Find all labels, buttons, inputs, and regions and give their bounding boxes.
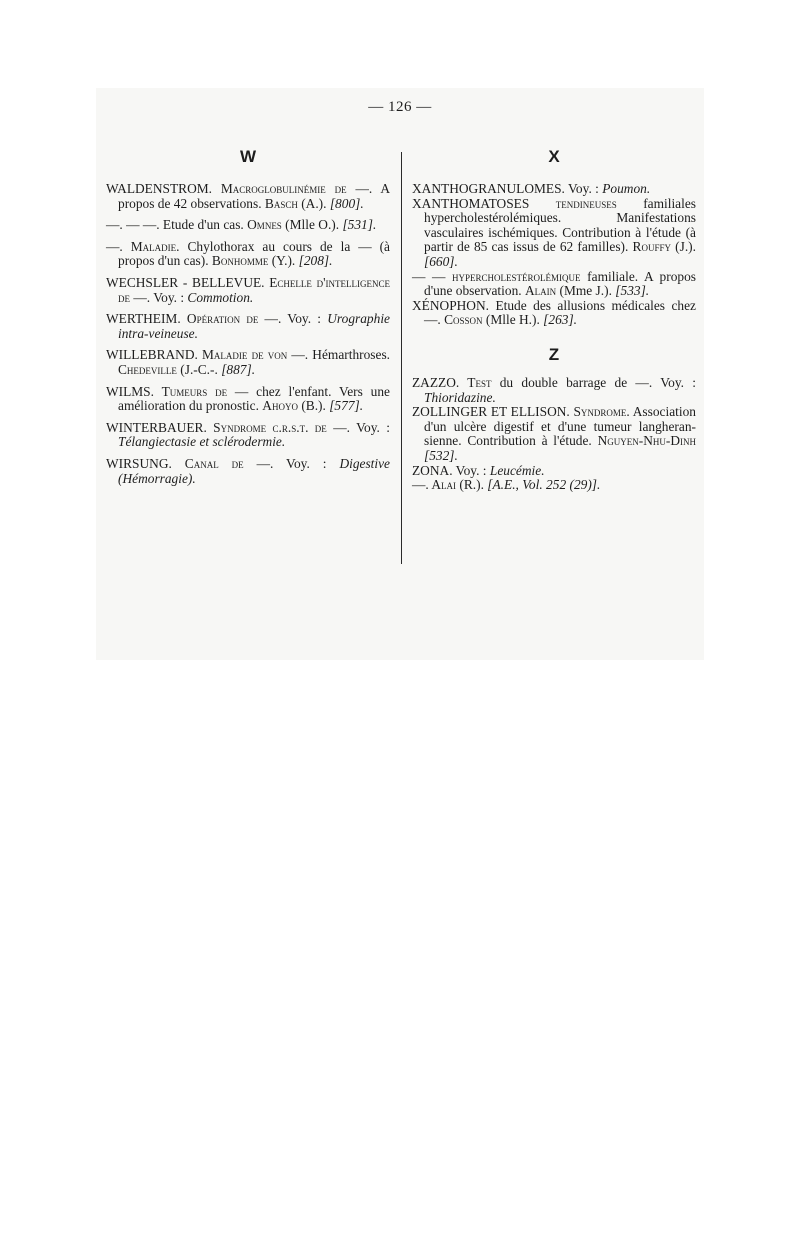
entry-author-initials: (Mme J.). — [556, 283, 616, 299]
entry-reference: Digestive (Hémorragie). — [118, 455, 391, 486]
entry-subheading: Echelle d'intelligence de — [118, 274, 390, 305]
index-entry — [106, 385, 390, 414]
entry-text: Etude des allusions médicales chez —. — [424, 297, 696, 328]
index-entry — [412, 299, 696, 328]
index-entry — [106, 312, 390, 341]
x-entry-list — [412, 182, 696, 328]
index-entry — [412, 270, 696, 299]
entry-heading: XANTHOMATOSES — [412, 195, 530, 211]
entry-text: Association d'un ulcère digestif et d'une tumeur langheransienne. Contribution à l'étude. — [424, 404, 696, 449]
entry-reference: [887]. — [221, 361, 256, 377]
entry-author-initials: (J.-C.-. — [176, 361, 222, 377]
entry-reference: Thioridazine. — [424, 389, 496, 405]
index-entry — [412, 376, 696, 405]
column-divider — [401, 152, 402, 564]
entry-author-initials: (Mlle O.). — [281, 217, 343, 233]
index-entry — [106, 240, 390, 269]
entry-heading: —. — [412, 477, 429, 493]
entry-reference: [660]. — [424, 253, 458, 269]
entry-subheading: Maladie de von — [197, 347, 288, 363]
entry-author-initials: (J.). — [670, 239, 696, 255]
entry-author-initials: (Y.). — [268, 253, 299, 269]
entry-reference: [533]. — [615, 283, 650, 299]
entry-author: Nguyen-Nhu-Dinh — [597, 433, 696, 449]
entry-author: Rouffy — [632, 239, 671, 255]
entry-reference: Télangiectasie et sclérodermie. — [118, 434, 286, 450]
entry-subheading: Syndrome c.r.s.t. de — [206, 419, 327, 435]
entry-heading: WIRSUNG. — [106, 455, 172, 471]
entry-heading: WALDENSTROM. — [106, 181, 213, 196]
entry-author: Bonhomme — [211, 253, 269, 269]
entry-text: —. A propos de 42 observations. — [118, 181, 390, 211]
index-entry — [412, 464, 696, 479]
index-entry — [412, 182, 696, 197]
entry-subheading: Maladie. — [122, 238, 180, 254]
index-entry — [106, 348, 390, 377]
index-entry — [412, 478, 696, 493]
entry-author: Alain — [524, 283, 557, 299]
entry-author: Basch — [264, 195, 298, 211]
entry-reference: [263]. — [543, 312, 578, 328]
entry-text: —. Voy. : — [130, 289, 188, 305]
entry-heading: XÉNOPHON. — [412, 297, 489, 313]
index-entry — [106, 276, 390, 305]
right-column — [412, 146, 696, 493]
left-column — [106, 146, 390, 493]
entry-subheading: Tumeurs de — [153, 383, 228, 399]
entry-subheading: hypercholestérolémique — [445, 268, 581, 284]
entry-text: Voy. : — [452, 462, 490, 478]
entry-heading: WERTHEIM. — [106, 311, 181, 327]
entry-reference: [A.E., Vol. 252 (29)]. — [487, 477, 601, 493]
entry-text: Voy. : — [564, 181, 603, 196]
entry-subheading: Test — [459, 374, 492, 390]
entry-text: du double barrage de —. Voy. : — [491, 374, 696, 390]
entry-text: —. Voy. : — [243, 455, 340, 471]
left-entry-list — [106, 182, 390, 486]
entry-subheading: Opération de — [180, 311, 259, 327]
entry-text: —. Hémarthroses. — [287, 347, 391, 363]
entry-heading: —. — [106, 238, 123, 254]
entry-reference: Poumon. — [602, 181, 651, 196]
entry-heading: ZOLLINGER ET ELLISON. — [412, 404, 570, 420]
entry-heading: WILLEBRAND. — [106, 347, 198, 363]
entry-heading: WINTERBAUER. — [106, 419, 207, 435]
section-letter-x: X — [548, 147, 560, 166]
index-entry — [106, 182, 390, 211]
entry-subheading: Canal de — [171, 455, 244, 471]
entry-reference: [577]. — [329, 398, 364, 414]
entry-author: Ahoyo — [262, 398, 298, 414]
entry-reference: [532]. — [424, 447, 458, 463]
entry-text: familiales hypercholestérolémiques. Manifestations vasculaires ischémiques. Contribution à l'étude (à partir de 85 cas issus de 62 familles). — [424, 195, 696, 255]
entry-subheading: Alai — [428, 477, 457, 493]
entry-reference: [800]. — [329, 195, 364, 211]
entry-text: —. Voy. : — [258, 311, 328, 327]
section-letter-w: W — [239, 147, 257, 166]
entry-heading: WILMS. — [106, 383, 154, 399]
index-entry — [106, 218, 390, 233]
entry-text: Chylothorax au cours de la — (à propos d'un cas). — [118, 238, 391, 269]
entry-author-initials: (A.). — [297, 195, 330, 211]
entry-reference: Commotion. — [187, 289, 254, 305]
index-entry — [412, 405, 696, 463]
entry-text: (R.). — [456, 477, 488, 493]
entry-reference: Urographie intra-veineuse. — [118, 311, 390, 341]
entry-reference: [531]. — [342, 217, 377, 233]
entry-author-initials: (B.). — [297, 398, 330, 414]
entry-text: familiale. A propos d'une observation. — [424, 268, 697, 299]
entry-heading: WECHSLER - BELLEVUE. — [106, 274, 265, 290]
z-entry-list — [412, 376, 696, 493]
entry-heading: XANTHOGRANULOMES. — [412, 181, 565, 196]
index-entry — [106, 457, 390, 486]
entry-heading: ZAZZO. — [412, 374, 460, 390]
entry-author: Cosson — [444, 312, 483, 328]
entry-heading: ZONA. — [412, 462, 453, 478]
entry-heading: — — — [412, 268, 446, 284]
entry-heading: —. — —. — [106, 217, 160, 233]
entry-reference: Leucémie. — [489, 462, 545, 478]
entry-subheading: tendineuses — [529, 195, 617, 211]
entry-subheading: Macroglobulinémie de — [212, 181, 347, 196]
entry-author: Omnes — [247, 217, 282, 233]
entry-text: —. Voy. : — [326, 419, 391, 435]
entry-author-initials: (Mlle H.). — [482, 312, 544, 328]
index-entry — [106, 421, 390, 450]
entry-subheading: Syndrome. — [569, 404, 630, 420]
page-number: — 126 — — [368, 99, 432, 115]
entry-author: Chedeville — [118, 361, 177, 377]
entry-text: Etude d'un cas. — [159, 217, 248, 233]
section-letter-z: Z — [548, 344, 560, 364]
index-entry — [412, 197, 696, 270]
entry-reference: [208]. — [298, 253, 333, 269]
entry-text: — chez l'enfant. Vers une amélioration du pronostic. — [118, 383, 390, 414]
